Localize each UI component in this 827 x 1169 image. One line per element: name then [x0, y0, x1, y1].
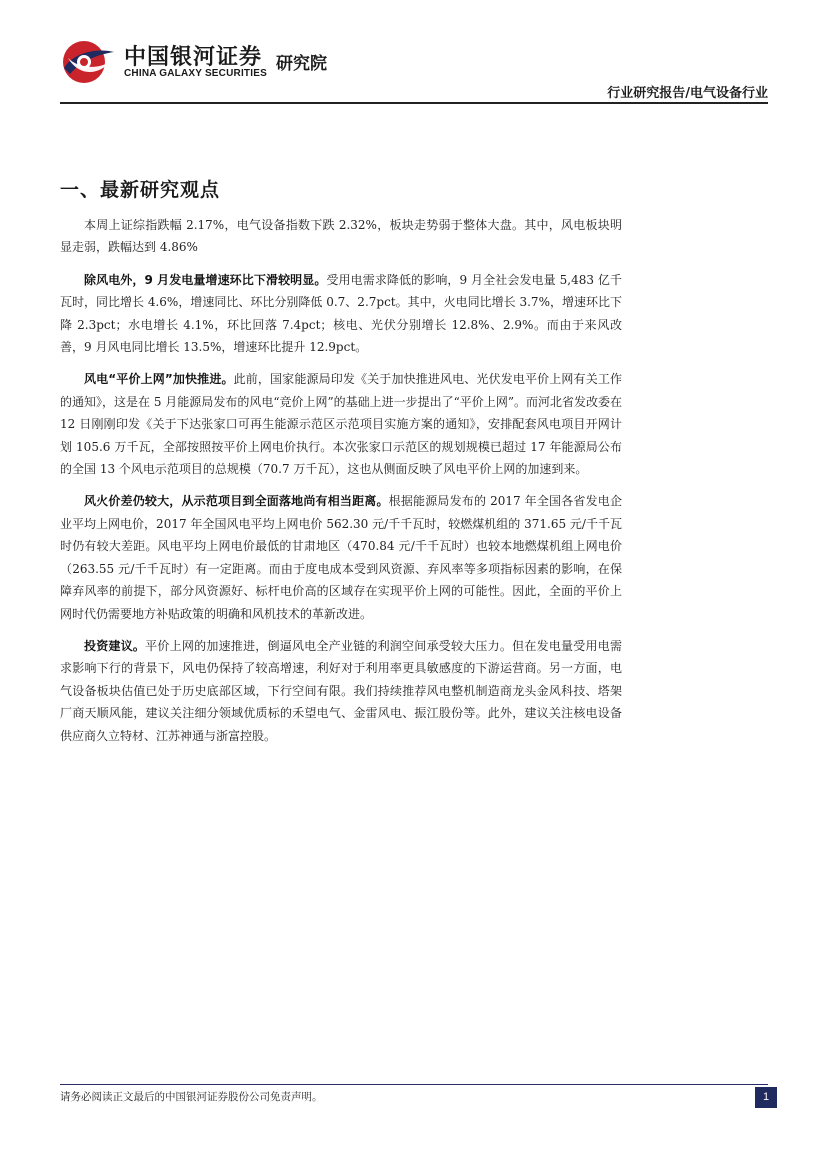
paragraph-power-generation — [60, 269, 622, 359]
paragraph-body: 受用电需求降低的影响，9 月全社会发电量 5,483 亿千瓦时，同比增长 4.6%，增速同比、环比分别降低 0.7、2.7pct。其中，火电同比增长 3.7%，增速环比下降 2.3pct；水电增长 4.1%，环比回落 7.4pct；核电、光伏分别增长 12.8%、2.9%。而由于来风改善，9 月风电同比增长 13.5%，增速环比提升 12.9pct。 — [60, 272, 622, 355]
header-divider — [60, 102, 768, 104]
page-number: 1 — [755, 1087, 777, 1108]
section-title: 一、最新研究观点 — [60, 179, 221, 201]
main-content — [60, 175, 622, 757]
brand-name-english: CHINA GALAXY SECURITIES — [124, 68, 267, 79]
paragraph-body: 此前，国家能源局印发《关于加快推进风电、光伏发电平价上网有关工作的通知》，这是在 5 月能源局发布的风电“竞价上网”的基础上进一步提出了“平价上网”。而河北省发改委在 12 日刚刚印发《关于下达张家口可再生能源示范区示范项目实施方案的通知》，安排配套风电项目开网计划 105.6 万千瓦，全部按照按平价上网电价执行。本次张家口示范区的规划规模已超过 17 年能源局公布的全国 13 个风电示范项目的总规模（70.7 万千瓦），这也从侧面反映了风电平价上网的加速到来。 — [60, 372, 622, 477]
footer-disclaimer: 请务必阅读正文最后的中国银河证券股份公司免责声明。 — [60, 1091, 323, 1103]
paragraph-grid-parity — [60, 368, 622, 480]
brand-name-chinese: 中国银河证券 — [124, 45, 263, 70]
brand-institute: 研究院 — [276, 54, 327, 74]
paragraph-investment-advice — [60, 635, 622, 747]
paragraph-market-summary — [60, 214, 622, 259]
footer-divider — [60, 1084, 768, 1085]
page-header — [0, 0, 827, 104]
paragraph-body: 根据能源局发布的 2017 年全国各省发电企业平均上网电价，2017 年全国风电平均上网电价 562.30 元/千千瓦时，较燃煤机组的 371.65 元/千千瓦时仍有较大差距。风电平均上网电价最低的甘肃地区（470.84 元/千千瓦时）也较本地燃煤机组上网电价（263.55 元/千千瓦时）有一定距离。而由于度电成本受到风资源、弃风率等多项指标因素的影响，在保障弃风率的前提下，部分风资源好、标杆电价高的区域存在实现平价上网的可能性。因此，全面的平价上网时代仍需要地方补贴政策的明确和风机技术的革新改进。 — [60, 494, 622, 621]
galaxy-logo-icon — [60, 38, 116, 84]
paragraph-lead: 风火价差仍较大，从示范项目到全面落地尚有相当距离。 — [84, 494, 389, 509]
paragraph-body: 本周上证综指跌幅 2.17%，电气设备指数下跌 2.32%，板块走势弱于整体大盘。其中，风电板块明显走弱，跌幅达到 4.86% — [60, 218, 622, 255]
report-type: 行业研究报告/电气设备行业 — [607, 86, 768, 101]
paragraph-lead: 投资建议。 — [84, 638, 146, 653]
paragraph-body: 平价上网的加速推进，倒逼风电全产业链的利润空间承受较大压力。但在发电量受用电需求影响下行的背景下，风电仍保持了较高增速，利好对于利用率更具敏感度的下游运营商。另一方面，电气设备板块估值已处于历史底部区域，下行空间有限。我们持续推荐风电整机制造商龙头金风科技、塔架厂商天顺风能，建议关注细分领域优质标的禾望电气、金雷风电、振江股份等。此外，建议关注核电设备供应商久立特材、江苏神通与浙富控股。 — [60, 638, 622, 743]
paragraph-price-gap — [60, 490, 622, 624]
paragraph-lead: 除风电外，9 月发电量增速环比下滑较明显。 — [84, 272, 327, 287]
paragraph-lead: 风电“平价上网”加快推进。 — [84, 372, 234, 387]
